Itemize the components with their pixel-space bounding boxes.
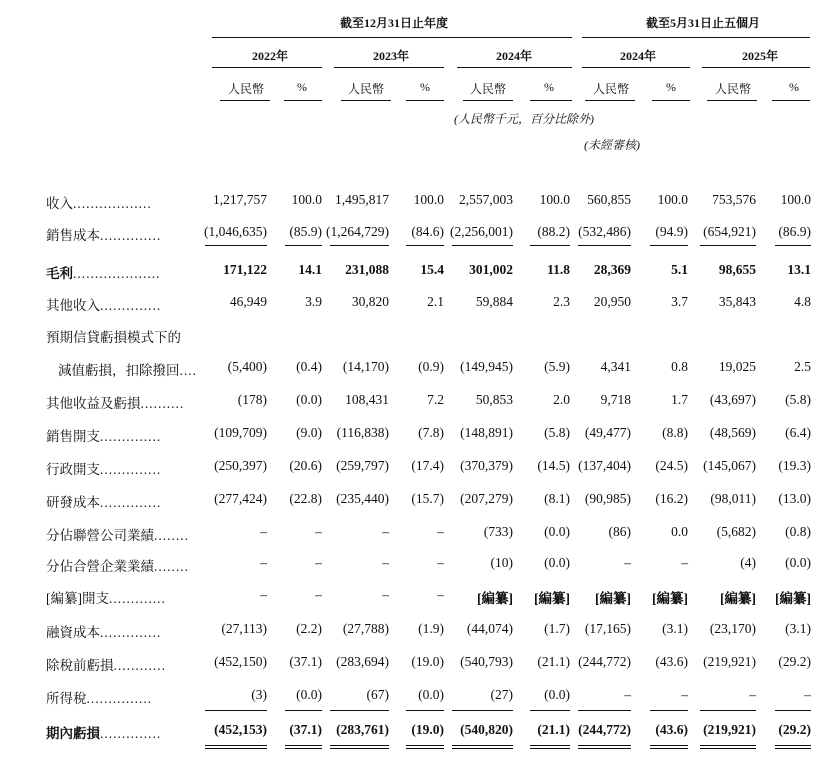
row-label — [46, 687, 152, 707]
cell-pct-2025-ytd: – — [804, 687, 811, 702]
cell-pct-2025-ytd: 2.5 — [794, 359, 811, 374]
cell-pct-2024-ytd: (8.8) — [662, 425, 688, 440]
sub-rule — [707, 100, 757, 101]
currency-header-2025-ytd: 人民幣 — [715, 82, 752, 96]
cell-pct-2024-ytd: [編纂] — [652, 591, 688, 606]
total-double-rule — [330, 745, 389, 749]
cell-pct-2024-ytd: 100.0 — [657, 192, 688, 207]
cell-pct-2024-ytd: 1.7 — [671, 392, 688, 407]
cell-amt-2023: (1,264,729) — [326, 224, 389, 239]
period-five-header: 截至5月31日止五個月 — [646, 16, 761, 30]
table-row — [0, 353, 830, 383]
cell-amt-2022: – — [260, 587, 267, 602]
cell-amt-2024-ytd: (17,165) — [584, 621, 631, 636]
row-label-text: 行政開支 — [46, 462, 100, 477]
row-leader-dots: .............. — [100, 625, 162, 640]
cell-amt-2024-ytd: – — [624, 687, 631, 702]
row-label — [46, 491, 161, 511]
row-leader-dots: ........ — [154, 559, 189, 574]
cell-amt-2022: (1,046,635) — [204, 224, 267, 239]
cell-pct-2022: (9.0) — [296, 425, 322, 440]
cell-pct-2025-ytd: (0.0) — [785, 555, 811, 570]
currency-header-2022: 人民幣 — [228, 82, 265, 96]
row-label — [46, 722, 161, 742]
row-leader-dots: ............ — [113, 658, 166, 673]
row-label — [58, 359, 197, 379]
row-label — [46, 587, 166, 607]
cell-pct-2023: (15.7) — [411, 491, 444, 506]
cell-pct-2023: – — [437, 587, 444, 602]
row-label — [46, 621, 161, 641]
subtotal-rule — [285, 245, 322, 246]
cell-pct-2025-ytd: [編纂] — [775, 591, 811, 606]
table-row — [0, 419, 830, 449]
cell-pct-2025-ytd: (86.9) — [778, 224, 811, 239]
year-rule-2022 — [212, 67, 322, 68]
cell-amt-2022: (452,150) — [214, 654, 267, 669]
subtotal-rule — [578, 710, 631, 711]
cell-pct-2022: – — [315, 555, 322, 570]
row-leader-dots: .... — [179, 363, 197, 378]
sub-rule — [341, 100, 391, 101]
cell-amt-2024: 59,884 — [475, 294, 513, 309]
cell-amt-2024: (44,074) — [466, 621, 513, 636]
cell-amt-2025-ytd: (5,682) — [716, 524, 756, 539]
row-label — [46, 262, 161, 282]
subtotal-rule — [406, 710, 444, 711]
cell-amt-2025-ytd: 19,025 — [718, 359, 756, 374]
cell-amt-2024-ytd: (90,985) — [584, 491, 631, 506]
subtotal-rule — [530, 245, 570, 246]
cell-pct-2024: (5.9) — [544, 359, 570, 374]
cell-amt-2024: (27) — [490, 687, 513, 702]
cell-amt-2022: (109,709) — [214, 425, 267, 440]
sub-rule — [284, 100, 322, 101]
table-row — [0, 218, 830, 248]
cell-amt-2024: (370,379) — [460, 458, 513, 473]
cell-amt-2024-ytd: 4,341 — [600, 359, 631, 374]
cell-amt-2025-ytd: 98,655 — [718, 262, 756, 277]
cell-amt-2024-ytd: – — [624, 555, 631, 570]
cell-amt-2025-ytd: [編纂] — [720, 591, 756, 606]
table-row — [0, 485, 830, 515]
cell-pct-2025-ytd: 4.8 — [794, 294, 811, 309]
row-label-text: 融資成本 — [46, 625, 100, 640]
table-row — [0, 648, 830, 678]
cell-pct-2023: – — [437, 524, 444, 539]
subtotal-rule — [530, 710, 570, 711]
cell-pct-2024: (0.0) — [544, 524, 570, 539]
cell-amt-2024: (2,256,001) — [450, 224, 513, 239]
cell-pct-2024: [編纂] — [534, 591, 570, 606]
total-double-rule — [650, 745, 688, 749]
period-five-rule — [582, 37, 810, 38]
cell-amt-2024: (148,891) — [460, 425, 513, 440]
cell-amt-2024-ytd: (137,404) — [578, 458, 631, 473]
currency-header-2024: 人民幣 — [470, 82, 507, 96]
table-row — [0, 518, 830, 548]
cell-amt-2024: (207,279) — [460, 491, 513, 506]
total-double-rule — [452, 745, 513, 749]
table-row — [0, 615, 830, 645]
currency-header-2023: 人民幣 — [348, 82, 385, 96]
cell-pct-2024-ytd: 0.0 — [671, 524, 688, 539]
year-2023: 2023年 — [373, 49, 410, 63]
cell-pct-2024: (21.1) — [537, 654, 570, 669]
cell-amt-2022: – — [260, 555, 267, 570]
row-label-text: 銷售成本 — [46, 228, 100, 243]
total-double-rule — [530, 745, 570, 749]
cell-pct-2022: – — [315, 587, 322, 602]
cell-amt-2024: 2,557,003 — [459, 192, 513, 207]
total-double-rule — [205, 745, 267, 749]
table-row — [0, 716, 830, 746]
year-2024-ytd: 2024年 — [620, 49, 657, 63]
cell-amt-2023: (14,170) — [342, 359, 389, 374]
cell-amt-2023: (283,694) — [336, 654, 389, 669]
cell-pct-2025-ytd: (0.8) — [785, 524, 811, 539]
year-2025-ytd: 2025年 — [742, 49, 779, 63]
cell-pct-2024: 2.0 — [553, 392, 570, 407]
year-rule-2023 — [334, 67, 444, 68]
total-double-rule — [578, 745, 631, 749]
row-label-text: 期內虧損 — [46, 726, 100, 741]
cell-amt-2025-ytd: (23,170) — [709, 621, 756, 636]
cell-pct-2024-ytd: 0.8 — [671, 359, 688, 374]
cell-pct-2022: (20.6) — [289, 458, 322, 473]
cell-amt-2025-ytd: (48,569) — [709, 425, 756, 440]
table-row — [0, 386, 830, 416]
cell-amt-2024-ytd: (244,772) — [578, 654, 631, 669]
subtotal-rule — [205, 710, 267, 711]
cell-amt-2023: 30,820 — [351, 294, 389, 309]
cell-pct-2025-ytd: 100.0 — [780, 192, 811, 207]
row-leader-dots: .............. — [100, 298, 162, 313]
row-leader-dots: .......... — [140, 396, 185, 411]
cell-pct-2024-ytd: (43.6) — [655, 722, 688, 737]
cell-pct-2022: (22.8) — [289, 491, 322, 506]
cell-amt-2025-ytd: (219,921) — [703, 722, 756, 737]
row-label — [46, 555, 189, 575]
cell-pct-2024: 100.0 — [539, 192, 570, 207]
cell-pct-2024-ytd: 3.7 — [671, 294, 688, 309]
subtotal-rule — [330, 710, 389, 711]
row-label — [46, 654, 166, 674]
cell-pct-2025-ytd: (13.0) — [778, 491, 811, 506]
subtotal-rule — [700, 245, 756, 246]
year-rule-2024-ytd — [582, 67, 690, 68]
cell-pct-2022: 100.0 — [291, 192, 322, 207]
cell-pct-2024-ytd: (3.1) — [662, 621, 688, 636]
cell-pct-2024: (5.8) — [544, 425, 570, 440]
row-label-text: 其他收入 — [46, 298, 100, 313]
cell-amt-2024: [編纂] — [477, 591, 513, 606]
cell-amt-2023: (283,761) — [336, 722, 389, 737]
year-2024: 2024年 — [496, 49, 533, 63]
cell-amt-2024-ytd: 28,369 — [593, 262, 631, 277]
cell-pct-2024: (21.1) — [537, 722, 570, 737]
row-leader-dots: .............. — [100, 726, 162, 741]
cell-amt-2022: (178) — [237, 392, 267, 407]
row-leader-dots: ............... — [86, 691, 153, 706]
row-leader-dots: .................... — [73, 266, 161, 281]
cell-amt-2024-ytd: 20,950 — [593, 294, 631, 309]
cell-amt-2024-ytd: (244,772) — [578, 722, 631, 737]
cell-pct-2024: (14.5) — [537, 458, 570, 473]
cell-pct-2023: (84.6) — [411, 224, 444, 239]
total-double-rule — [700, 745, 756, 749]
row-label — [46, 425, 161, 445]
subtotal-rule — [452, 245, 513, 246]
cell-pct-2023: 7.2 — [427, 392, 444, 407]
row-label — [46, 392, 184, 412]
cell-pct-2023: – — [437, 555, 444, 570]
cell-amt-2024: (733) — [483, 524, 513, 539]
row-label-text: 銷售開支 — [46, 429, 100, 444]
cell-pct-2023: (0.9) — [418, 359, 444, 374]
table-row — [0, 581, 830, 611]
cell-amt-2024: (540,820) — [460, 722, 513, 737]
table-row — [0, 320, 830, 350]
cell-amt-2024-ytd: (86) — [608, 524, 631, 539]
cell-amt-2023: (27,788) — [342, 621, 389, 636]
cell-amt-2023: (67) — [366, 687, 389, 702]
subtotal-rule — [775, 710, 811, 711]
table-row — [0, 186, 830, 216]
cell-pct-2024: (0.0) — [544, 555, 570, 570]
cell-amt-2022: 1,217,757 — [213, 192, 267, 207]
percent-header-2023: % — [420, 80, 430, 94]
cell-amt-2023: 231,088 — [345, 262, 389, 277]
cell-pct-2022: 3.9 — [305, 294, 322, 309]
cell-amt-2023: 108,431 — [345, 392, 389, 407]
cell-amt-2022: (5,400) — [227, 359, 267, 374]
subtotal-rule — [406, 245, 444, 246]
total-double-rule — [285, 745, 322, 749]
row-leader-dots: ............. — [109, 591, 166, 606]
cell-pct-2022: (0.0) — [296, 392, 322, 407]
sub-rule — [772, 100, 810, 101]
cell-pct-2024: 11.8 — [547, 262, 570, 277]
cell-pct-2025-ytd: (19.3) — [778, 458, 811, 473]
cell-amt-2022: (452,153) — [214, 722, 267, 737]
row-label — [46, 224, 161, 244]
subtotal-rule — [285, 710, 322, 711]
cell-amt-2023: (235,440) — [336, 491, 389, 506]
cell-amt-2024-ytd: (532,486) — [578, 224, 631, 239]
row-label-text: 毛利 — [46, 266, 73, 281]
row-leader-dots: .............. — [100, 462, 162, 477]
subtotal-rule — [650, 710, 688, 711]
cell-pct-2025-ytd: (3.1) — [785, 621, 811, 636]
cell-amt-2023: (259,797) — [336, 458, 389, 473]
cell-pct-2024-ytd: 5.1 — [671, 262, 688, 277]
cell-amt-2024: 50,853 — [475, 392, 513, 407]
table-row — [0, 681, 830, 711]
cell-pct-2024: (0.0) — [544, 687, 570, 702]
cell-pct-2022: (0.0) — [296, 687, 322, 702]
table-row — [0, 452, 830, 482]
cell-pct-2023: (19.0) — [411, 722, 444, 737]
unaudited-note: (未經審核) — [584, 138, 640, 152]
row-label — [46, 524, 189, 544]
cell-amt-2022: (250,397) — [214, 458, 267, 473]
subtotal-rule — [700, 710, 756, 711]
row-label-text: 預期信貸虧損模式下的 — [46, 330, 181, 345]
cell-pct-2025-ytd: (29.2) — [778, 722, 811, 737]
sub-rule — [406, 100, 444, 101]
year-rule-2025-ytd — [702, 67, 810, 68]
cell-amt-2022: (277,424) — [214, 491, 267, 506]
subtotal-rule — [205, 245, 267, 246]
cell-amt-2023: 1,495,817 — [335, 192, 389, 207]
year-2022: 2022年 — [252, 49, 289, 63]
row-label-text: 除稅前虧損 — [46, 658, 114, 673]
cell-pct-2022: (0.4) — [296, 359, 322, 374]
cell-pct-2024-ytd: (24.5) — [655, 458, 688, 473]
subtotal-rule — [775, 245, 811, 246]
row-label-text: 收入 — [46, 196, 73, 211]
cell-amt-2023: – — [382, 587, 389, 602]
cell-pct-2024: (8.1) — [544, 491, 570, 506]
cell-pct-2024-ytd: – — [681, 687, 688, 702]
cell-pct-2024-ytd: (43.6) — [655, 654, 688, 669]
cell-pct-2023: 15.4 — [420, 262, 444, 277]
cell-pct-2023: (19.0) — [411, 654, 444, 669]
row-label — [46, 458, 161, 478]
row-label — [46, 294, 161, 314]
row-leader-dots: .............. — [100, 228, 162, 243]
year-rule-2024 — [457, 67, 572, 68]
cell-pct-2022: (2.2) — [296, 621, 322, 636]
row-leader-dots: .............. — [100, 429, 162, 444]
cell-amt-2025-ytd: (145,067) — [703, 458, 756, 473]
units-note: (人民幣千元，百分比除外) — [454, 112, 594, 126]
percent-header-2024: % — [544, 80, 554, 94]
cell-pct-2023: (0.0) — [418, 687, 444, 702]
period-full-header: 截至12月31日止年度 — [340, 16, 449, 30]
cell-pct-2024-ytd: (16.2) — [655, 491, 688, 506]
cell-pct-2024-ytd: (94.9) — [655, 224, 688, 239]
row-label-text: 所得稅 — [46, 691, 87, 706]
percent-header-2024-ytd: % — [666, 80, 676, 94]
row-leader-dots: ........ — [154, 528, 189, 543]
row-label — [46, 192, 152, 212]
row-label — [46, 326, 181, 346]
row-leader-dots: .............. — [100, 495, 162, 510]
cell-pct-2025-ytd: (29.2) — [778, 654, 811, 669]
cell-amt-2025-ytd: 753,576 — [712, 192, 756, 207]
percent-header-2025-ytd: % — [789, 80, 799, 94]
row-leader-dots: .................. — [73, 196, 152, 211]
cell-pct-2022: (85.9) — [289, 224, 322, 239]
cell-amt-2024-ytd: 560,855 — [587, 192, 631, 207]
cell-amt-2023: – — [382, 555, 389, 570]
cell-pct-2024: (1.7) — [544, 621, 570, 636]
cell-amt-2024: (10) — [490, 555, 513, 570]
cell-amt-2024: 301,002 — [469, 262, 513, 277]
cell-pct-2024: (88.2) — [537, 224, 570, 239]
subtotal-rule — [578, 245, 631, 246]
cell-pct-2023: (7.8) — [418, 425, 444, 440]
cell-pct-2022: (37.1) — [289, 654, 322, 669]
cell-pct-2023: 2.1 — [427, 294, 444, 309]
sub-rule — [652, 100, 690, 101]
cell-amt-2025-ytd: (4) — [740, 555, 756, 570]
row-label-text: 減值虧損，扣除撥回 — [58, 363, 180, 378]
cell-amt-2025-ytd: (219,921) — [703, 654, 756, 669]
row-label-text: 分佔合營企業業績 — [46, 559, 154, 574]
cell-pct-2022: (37.1) — [289, 722, 322, 737]
subtotal-rule — [650, 245, 688, 246]
table-row — [0, 288, 830, 318]
subtotal-rule — [452, 710, 513, 711]
cell-amt-2022: (27,113) — [221, 621, 267, 636]
cell-pct-2024-ytd: – — [681, 555, 688, 570]
cell-amt-2022: – — [260, 524, 267, 539]
total-double-rule — [406, 745, 444, 749]
sub-rule — [585, 100, 635, 101]
cell-amt-2024: (149,945) — [460, 359, 513, 374]
cell-amt-2025-ytd: (98,011) — [710, 491, 756, 506]
table-row — [0, 256, 830, 286]
cell-pct-2023: 100.0 — [413, 192, 444, 207]
sub-rule — [220, 100, 270, 101]
sub-rule — [530, 100, 572, 101]
cell-amt-2025-ytd: 35,843 — [718, 294, 756, 309]
cell-amt-2022: 171,122 — [223, 262, 267, 277]
cell-amt-2024-ytd: (49,477) — [584, 425, 631, 440]
cell-amt-2022: (3) — [251, 687, 267, 702]
row-label-text: 研發成本 — [46, 495, 100, 510]
cell-pct-2025-ytd: 13.1 — [787, 262, 811, 277]
row-label-text: 分佔聯營公司業績 — [46, 528, 154, 543]
table-row — [0, 549, 830, 579]
currency-header-2024-ytd: 人民幣 — [593, 82, 630, 96]
row-label-text: [編纂]開支 — [46, 591, 109, 606]
cell-pct-2022: – — [315, 524, 322, 539]
cell-amt-2023: (116,838) — [336, 425, 389, 440]
sub-rule — [463, 100, 513, 101]
row-label-text: 其他收益及虧損 — [46, 396, 141, 411]
total-double-rule — [775, 745, 811, 749]
subtotal-rule — [330, 245, 389, 246]
cell-amt-2025-ytd: (654,921) — [703, 224, 756, 239]
cell-amt-2025-ytd: – — [749, 687, 756, 702]
cell-pct-2025-ytd: (6.4) — [785, 425, 811, 440]
cell-amt-2024: (540,793) — [460, 654, 513, 669]
cell-pct-2022: 14.1 — [298, 262, 322, 277]
cell-amt-2025-ytd: (43,697) — [709, 392, 756, 407]
cell-pct-2024: 2.3 — [553, 294, 570, 309]
cell-amt-2022: 46,949 — [229, 294, 267, 309]
cell-pct-2025-ytd: (5.8) — [785, 392, 811, 407]
percent-header-2022: % — [297, 80, 307, 94]
cell-amt-2024-ytd: 9,718 — [600, 392, 631, 407]
cell-pct-2023: (17.4) — [411, 458, 444, 473]
cell-amt-2023: – — [382, 524, 389, 539]
cell-amt-2024-ytd: [編纂] — [595, 591, 631, 606]
period-full-rule — [212, 37, 572, 38]
cell-pct-2023: (1.9) — [418, 621, 444, 636]
